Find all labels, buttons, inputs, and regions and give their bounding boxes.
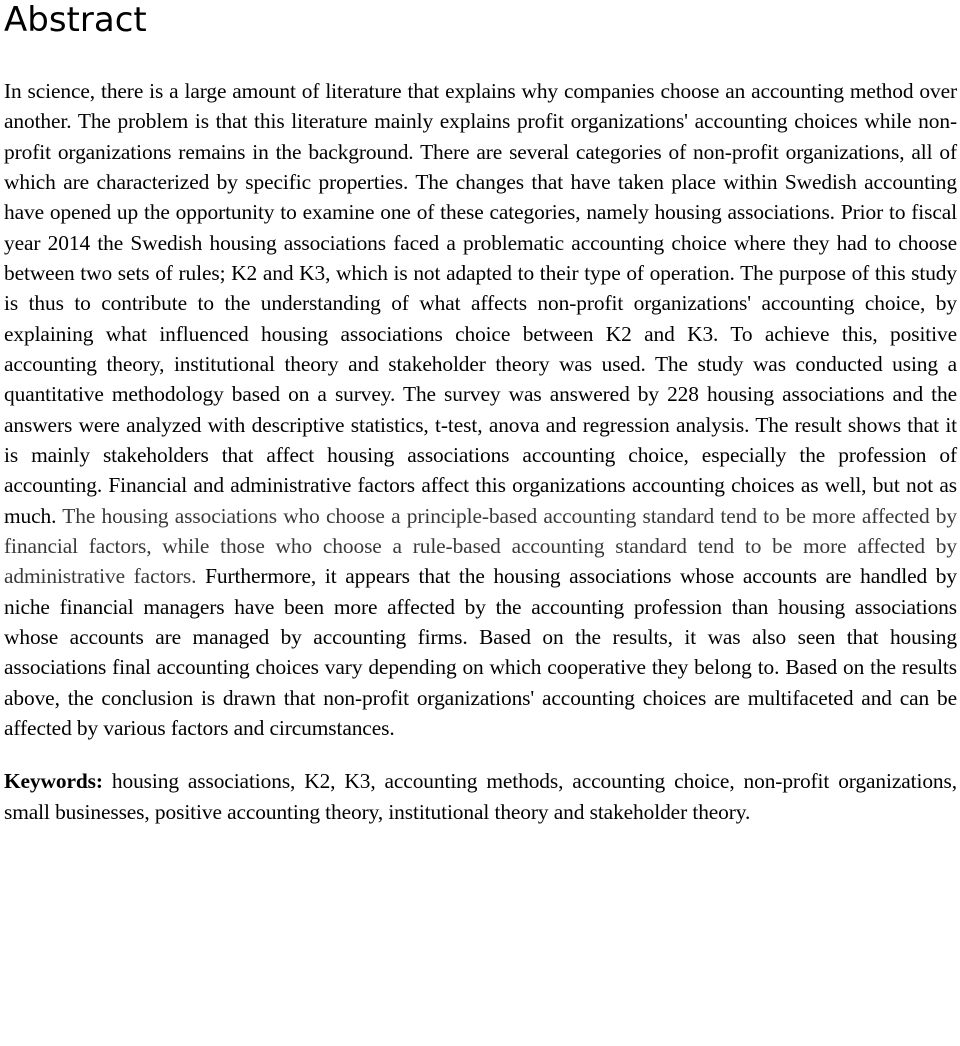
abstract-sentence-12: The housing associations who choose a principle-based accounting standard tend to be more affected by financial factors, while those who choose a rule-based accounting standard tend to be more affected by administrative factors.	[4, 503, 957, 589]
abstract-sentence-5: Prior to fiscal year 2014 the Swedish housing associations faced a problematic accounting choice where they had to choose between two sets of rules; K2 and K3, which is not adapted to their type of operation.	[4, 200, 958, 285]
keywords-label: Keywords:	[4, 769, 103, 794]
abstract-sentence-3: There are several categories of non-profit organizations, all of which are characterized by specific properties.	[4, 139, 957, 194]
abstract-paragraph	[4, 76, 957, 743]
abstract-sentence-6: The purpose of this study is thus to contribute to the understanding of what affects non-profit organizations' accounting choice, by explaining what influenced housing associations choice between K2 and K3.	[4, 260, 957, 346]
abstract-heading: Abstract	[4, 0, 147, 40]
keywords-paragraph	[4, 766, 957, 827]
abstract-sentence-4: The changes that have taken place within Swedish accounting have opened up the opportunity to examine one of these categories, namely housing associations.	[4, 169, 957, 225]
abstract-sentence-11: Financial and administrative factors affect this organizations accounting choices as well, but not as much.	[4, 473, 957, 528]
abstract-sentence-13: Furthermore, it appears that the housing associations whose accounts are handled by niche financial managers have been more affected by the accounting profession than housing associations whose accounts are managed by accounting firms.	[4, 564, 957, 649]
abstract-sentence-15: Based on the results above, the conclusion is drawn that non-profit organizations' accounting choices are multifaceted and can be affected by various factors and circumstances.	[4, 655, 957, 740]
keywords-text: housing associations, K2, K3, accounting methods, accounting choice, non-profit organizations, small businesses, positive accounting theory, institutional theory and stakeholder theory.	[4, 769, 957, 824]
abstract-sentence-7: To achieve this, positive accounting theory, institutional theory and stakeholder theory was used.	[4, 321, 957, 376]
abstract-sentence-8: The study was conducted using a quantitative methodology based on a survey.	[4, 351, 957, 407]
abstract-sentence-2: The problem is that this literature mainly explains profit organizations' accounting choices while non-profit organizations remains in the background.	[4, 109, 957, 164]
abstract-sentence-14: Based on the results, it was also seen that housing associations final accounting choices vary depending on which cooperative they belong to.	[4, 624, 957, 680]
abstract-sentence-10: The result shows that it is mainly stakeholders that affect housing associations accounting choice, especially the profession of accounting.	[4, 412, 958, 498]
abstract-sentence-9: The survey was answered by 228 housing associations and the answers were analyzed with descriptive statistics, t-test, anova and regression analysis.	[4, 382, 957, 437]
abstract-sentence-1: In science, there is a large amount of literature that explains why companies choose an accounting method over another.	[4, 79, 957, 134]
